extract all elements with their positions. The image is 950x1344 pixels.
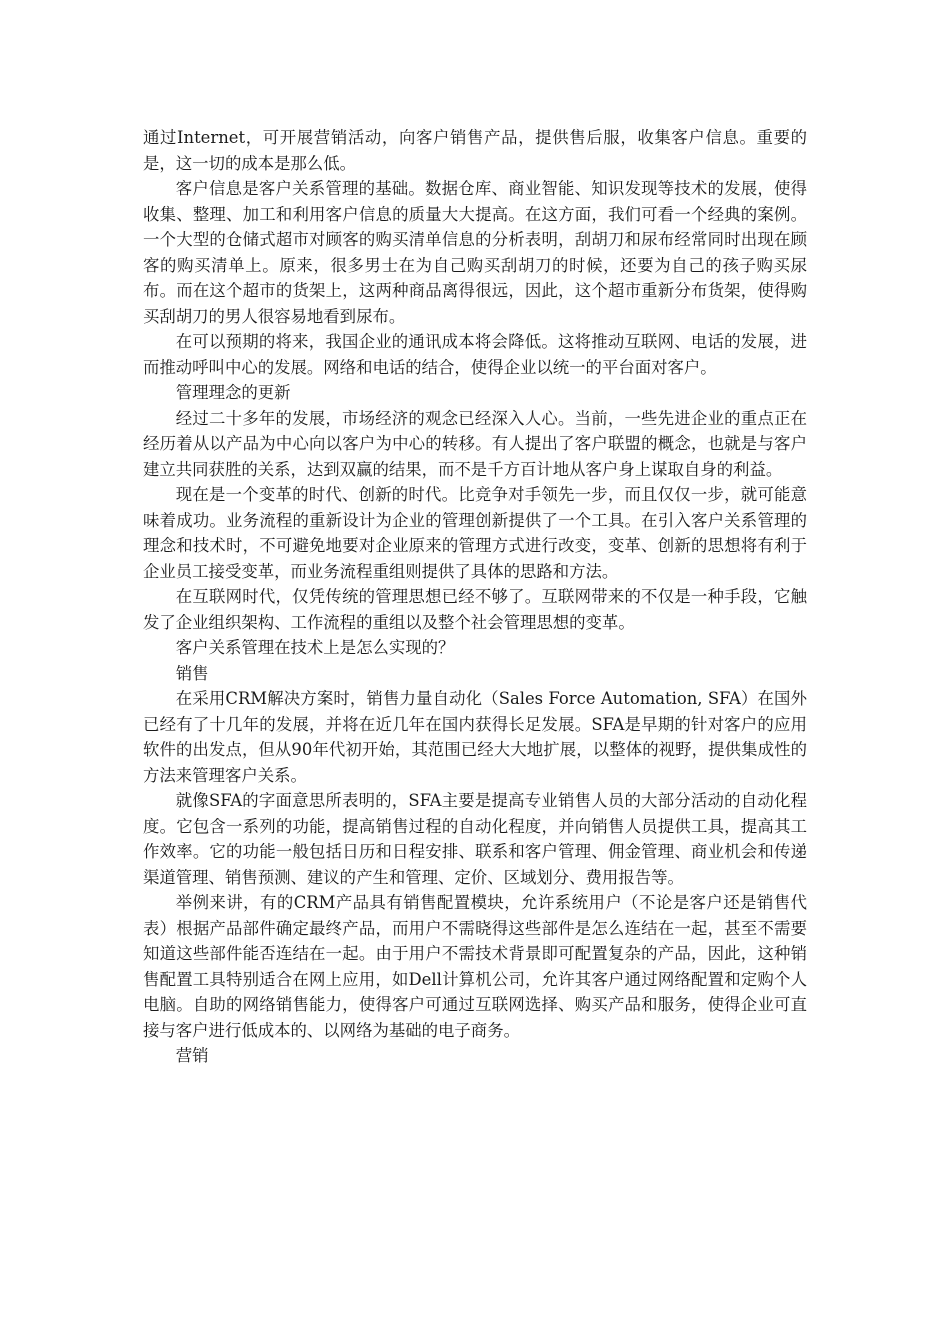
section-heading-sales: 销售 xyxy=(175,663,209,683)
paragraph-communication-cost: 在可以预期的将来，我国企业的通讯成本将会降低。这将推动互联网、电话的发展，进而推动呼叫中心的发展。网络和电话的结合，使得企业以统一的平台面对客户。 xyxy=(143,332,807,377)
paragraph-continuation: 通过Internet，可开展营销活动，向客户销售产品，提供售后服，收集客户信息。重要的是，这一切的成本是那么低。 xyxy=(143,128,807,173)
paragraph-internet-era: 在互联网时代，仅凭传统的管理思想已经不够了。互联网带来的不仅是一种手段，它触发了企业组织架构、工作流程的重组以及整个社会管理思想的变革。 xyxy=(143,587,807,632)
paragraph-sales-configuration: 举例来讲，有的CRM产品具有销售配置模块，允许系统用户（不论是客户还是销售代表）根据产品部件确定最终产品，而用户不需晓得这些部件是怎么连结在一起，甚至不需要知道这些部件能否连结在一起。由于用户不需技术背景即可配置复杂的产品，因此，这种销售配置工具特别适合在网上应用，如Dell计算机公司，允许其客户通过网络配置和定购个人电脑。自助的网络销售能力，使得客户可通过互联网选择、购买产品和服务，使得企业可直接与客户进行低成本的、以网络为基础的电子商务。 xyxy=(143,893,807,1040)
paragraph-customer-info: 客户信息是客户关系管理的基础。数据仓库、商业智能、知识发现等技术的发展，使得收集、整理、加工和利用客户信息的质量大大提高。在这方面，我们可看一个经典的案例。一个大型的仓储式超市对顾客的购买清单信息的分析表明，刮胡刀和尿布经常同时出现在顾客的购买清单上。原来，很多男士在为自己购买刮胡刀的时候，还要为自己的孩子购买尿布。而在这个超市的货架上，这两种商品离得很远，因此，这个超市重新分布货架，使得购买刮胡刀的男人很容易地看到尿布。 xyxy=(143,179,807,326)
document-page xyxy=(143,125,807,1069)
paragraph-sfa-intro: 在采用CRM解决方案时，销售力量自动化（Sales Force Automation, SFA）在国外已经有了十几年的发展，并将在近几年在国内获得长足发展。SFA是早期的针对客户的应用软件的出发点，但从90年代初开始，其范围已经大大地扩展，以整体的视野，提供集成性的方法来管理客户关系。 xyxy=(143,689,807,785)
paragraph-sfa-meaning: 就像SFA的字面意思所表明的，SFA主要是提高专业销售人员的大部分活动的自动化程度。它包含一系列的功能，提高销售过程的自动化程度，并向销售人员提供工具，提高其工作效率。它的功能一般包括日历和日程安排、联系和客户管理、佣金管理、商业机会和传递渠道管理、销售预测、建议的产生和管理、定价、区域划分、费用报告等。 xyxy=(143,791,807,887)
paragraph-era-of-change: 现在是一个变革的时代、创新的时代。比竞争对手领先一步，而且仅仅一步，就可能意味着成功。业务流程的重新设计为企业的管理创新提供了一个工具。在引入客户关系管理的理念和技术时，不可避免地要对企业原来的管理方式进行改变，变革、创新的思想将有利于企业员工接受变革，而业务流程重组则提供了具体的思路和方法。 xyxy=(143,485,807,581)
section-heading-management-update: 管理理念的更新 xyxy=(175,383,291,402)
paragraph-market-economy: 经过二十多年的发展，市场经济的观念已经深入人心。当前，一些先进企业的重点正在经历着从以产品为中心向以客户为中心的转移。有人提出了客户联盟的概念，也就是与客户建立共同获胜的关系，达到双赢的结果，而不是千方百计地从客户身上谋取自身的利益。 xyxy=(143,408,807,479)
section-heading-crm-technology: 客户关系管理在技术上是怎么实现的？ xyxy=(175,638,455,657)
section-heading-marketing: 营销 xyxy=(175,1046,209,1065)
